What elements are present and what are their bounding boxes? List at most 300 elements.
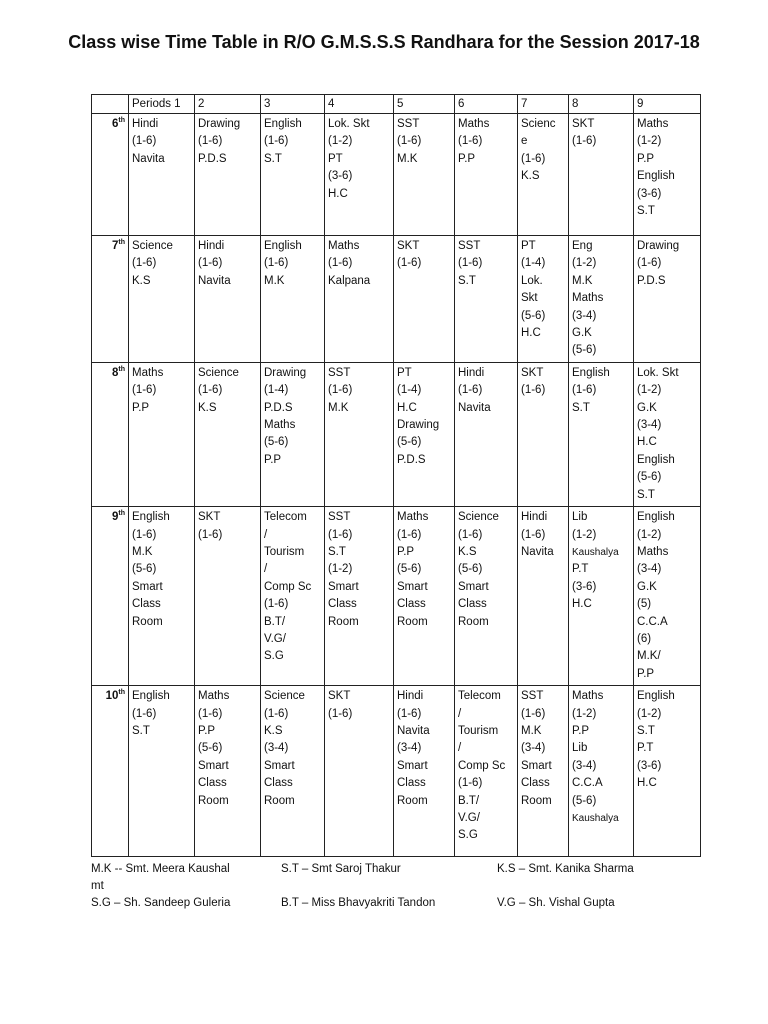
cell-line: Lok. Skt xyxy=(328,118,370,130)
cell-line: (1-6) xyxy=(521,707,546,720)
cell-line: (1-6) xyxy=(264,707,289,720)
cell-line: (1-6) xyxy=(458,384,483,397)
cell-line: Smart xyxy=(328,580,359,593)
cell-line: Tourism xyxy=(264,545,305,558)
cell-line: Science xyxy=(132,240,173,252)
class-label xyxy=(92,236,129,363)
cell-line: (3-4) xyxy=(264,742,289,755)
cell-line: Drawing xyxy=(397,419,440,432)
cell-line: English xyxy=(132,511,170,524)
cell-line: English xyxy=(637,453,675,466)
cell-line: S.T xyxy=(458,274,476,287)
cell-line: Room xyxy=(397,615,428,628)
cell-line: (1-2) xyxy=(572,257,597,270)
cell-line: S.T xyxy=(132,724,150,737)
period-cell xyxy=(569,362,634,506)
cell-line: (1-6) xyxy=(132,707,157,720)
class-number: 10 xyxy=(105,690,119,703)
cell-line: (1-6) xyxy=(198,257,223,270)
cell-line: (1-6) xyxy=(328,528,353,541)
cell-line: Navita xyxy=(198,274,231,287)
cell-line: (1-6) xyxy=(572,135,597,148)
cell-line: (1-2) xyxy=(328,563,353,576)
cell-line: PT xyxy=(397,366,412,379)
cell-line: SST xyxy=(328,366,351,379)
table-row xyxy=(92,507,701,686)
period-cell xyxy=(518,236,569,363)
page-title: Class wise Time Table in R/O G.M.S.S.S Randhara for the Session 2017-18 xyxy=(68,32,700,52)
period-header-5: 5 xyxy=(394,95,455,114)
cell-line: (1-6) xyxy=(264,135,289,148)
cell-line: H.C xyxy=(521,327,541,340)
period-cell xyxy=(394,114,455,236)
cell-line: SKT xyxy=(521,366,544,379)
class-label xyxy=(92,686,129,857)
cell-line: M.K xyxy=(328,401,349,414)
period-cell xyxy=(518,114,569,236)
period-cell xyxy=(394,362,455,506)
cell-line: Lib xyxy=(572,742,588,755)
cell-line: G.K xyxy=(637,401,657,414)
period-cell xyxy=(129,507,195,686)
cell-line: Room xyxy=(397,794,428,807)
cell-line: (5-6) xyxy=(637,471,662,484)
cell-line: (3-4) xyxy=(637,419,662,432)
cell-line: Class xyxy=(397,777,426,790)
cell-line: (1-6) xyxy=(397,257,422,270)
cell-line: P.D.S xyxy=(198,152,227,165)
cell-line: Smart xyxy=(521,759,552,772)
cell-line: Class xyxy=(132,598,161,611)
cell-line: Class xyxy=(264,777,293,790)
cell-line: Maths xyxy=(132,366,164,379)
cell-line: English xyxy=(637,511,675,524)
cell-line: Skt xyxy=(521,292,538,305)
cell-line: Scienc xyxy=(521,118,556,130)
period-header-1: Periods 1 xyxy=(129,95,195,114)
cell-line: M.K xyxy=(397,152,418,165)
cell-line: P.D.S xyxy=(397,453,426,466)
cell-line: Drawing xyxy=(637,240,680,252)
cell-line: H.C xyxy=(637,777,657,790)
period-cell xyxy=(195,236,261,363)
cell-line: Lok. Skt xyxy=(637,366,679,379)
cell-line: S.T xyxy=(572,401,590,414)
cell-line: S.G xyxy=(264,650,284,663)
class-number: 8 xyxy=(111,366,119,379)
cell-line: SKT xyxy=(328,690,351,703)
cell-line: (5-6) xyxy=(132,563,157,576)
cell-line: S.T xyxy=(264,152,282,165)
cell-line: Room xyxy=(458,615,489,628)
cell-line: SKT xyxy=(397,240,420,252)
class-suffix: th xyxy=(118,510,125,518)
cell-line: Maths xyxy=(328,240,360,252)
legend-ks: K.S – Smt. Kanika Sharma xyxy=(497,863,634,875)
period-cell xyxy=(261,362,325,506)
period-header-2: 2 xyxy=(195,95,261,114)
class-number: 7 xyxy=(111,240,119,252)
legend-bt: B.T – Miss Bhavyakriti Tandon xyxy=(281,897,436,909)
cell-line: K.S xyxy=(458,545,477,558)
cell-line: Room xyxy=(198,794,229,807)
period-cell xyxy=(325,686,394,857)
cell-line: K.S xyxy=(132,274,151,287)
cell-line: K.S xyxy=(198,401,217,414)
cell-line: English xyxy=(264,118,302,130)
cell-line: (1-6) xyxy=(572,384,597,397)
cell-line: (1-6) xyxy=(521,384,546,397)
cell-line: (1-6) xyxy=(264,257,289,270)
cell-line: Maths xyxy=(198,690,230,703)
cell-line: (1-6) xyxy=(458,777,483,790)
period-cell xyxy=(569,686,634,857)
cell-line: Hindi xyxy=(397,690,424,703)
cell-line: S.T xyxy=(328,545,346,558)
period-cell xyxy=(261,236,325,363)
cell-line: B.T/ xyxy=(264,615,286,628)
period-cell xyxy=(569,114,634,236)
cell-line: Telecom xyxy=(264,511,307,524)
cell-line: (1-4) xyxy=(521,257,546,270)
cell-line: Lok. xyxy=(521,274,543,287)
cell-line: (5-6) xyxy=(572,344,597,357)
cell-line: Maths xyxy=(572,292,604,305)
cell-line: Room xyxy=(132,615,163,628)
table-row xyxy=(92,686,701,857)
class-number: 9 xyxy=(111,511,119,524)
period-header-3: 3 xyxy=(261,95,325,114)
cell-line: (5-6) xyxy=(521,309,546,322)
cell-line: (3-6) xyxy=(328,170,353,183)
cell-line: M.K xyxy=(521,724,542,737)
legend-sg: S.G – Sh. Sandeep Guleria xyxy=(91,897,231,909)
table-row xyxy=(92,236,701,363)
cell-line: (1-6) xyxy=(132,135,157,148)
period-header-7: 7 xyxy=(518,95,569,114)
cell-line: (1-6) xyxy=(458,135,483,148)
period-cell xyxy=(325,114,394,236)
cell-line: (5) xyxy=(637,598,652,611)
cell-line: Eng xyxy=(572,240,593,252)
cell-line: (1-6) xyxy=(264,598,289,611)
class-suffix: th xyxy=(118,117,125,125)
cell-line: (3-6) xyxy=(572,580,597,593)
cell-line: Smart xyxy=(458,580,489,593)
cell-line: H.C xyxy=(637,436,657,449)
cell-line: PT xyxy=(328,152,343,165)
period-cell xyxy=(394,507,455,686)
cell-line: S.T xyxy=(637,488,655,501)
period-cell xyxy=(634,686,701,857)
cell-line: (1-6) xyxy=(521,528,546,541)
cell-line: Maths xyxy=(572,690,604,703)
cell-line: SST xyxy=(458,240,481,252)
cell-line: (1-6) xyxy=(198,528,223,541)
cell-line: SKT xyxy=(198,511,221,524)
class-number: 6 xyxy=(111,118,119,130)
cell-line: Kaushalya xyxy=(572,813,619,824)
cell-line: M.K xyxy=(132,545,153,558)
cell-line: Hindi xyxy=(521,511,548,524)
cell-line: (1-6) xyxy=(458,257,483,270)
cell-line: C.C.A xyxy=(637,615,668,628)
cell-line: English xyxy=(572,366,610,379)
class-suffix: th xyxy=(118,366,125,374)
cell-line: V.G/ xyxy=(458,812,480,824)
cell-line: SST xyxy=(397,118,420,130)
cell-line: P.P xyxy=(572,724,590,737)
period-cell xyxy=(129,236,195,363)
cell-line: (3-6) xyxy=(637,187,662,200)
period-header-9: 9 xyxy=(634,95,701,114)
period-cell xyxy=(261,507,325,686)
cell-line: M.K/ xyxy=(637,650,661,663)
cell-line: S.T xyxy=(637,205,655,218)
period-cell xyxy=(325,236,394,363)
cell-line: Smart xyxy=(264,759,295,772)
header-row xyxy=(92,95,701,114)
period-header-6: 6 xyxy=(455,95,518,114)
period-cell xyxy=(634,362,701,506)
cell-line: SST xyxy=(521,690,544,703)
class-label xyxy=(92,114,129,236)
period-cell xyxy=(261,114,325,236)
period-cell xyxy=(518,362,569,506)
cell-line: Kaushalya xyxy=(572,546,619,558)
cell-line: K.S xyxy=(521,170,540,183)
class-suffix: th xyxy=(118,689,125,697)
period-cell xyxy=(195,686,261,857)
cell-line: (1-6) xyxy=(637,257,662,270)
cell-line: Maths xyxy=(637,545,669,558)
cell-line: Class xyxy=(458,598,487,611)
period-cell xyxy=(129,362,195,506)
period-cell xyxy=(634,114,701,236)
period-cell xyxy=(455,686,518,857)
cell-line: (1-6) xyxy=(198,707,223,720)
cell-line: (1-6) xyxy=(397,707,422,720)
cell-line: (5-6) xyxy=(264,436,289,449)
cell-line: (1-2) xyxy=(637,135,662,148)
cell-line: (1-2) xyxy=(637,384,662,397)
timetable xyxy=(91,94,701,857)
cell-line: / xyxy=(458,742,462,755)
cell-line: (1-6) xyxy=(397,135,422,148)
cell-line: (3-4) xyxy=(521,742,546,755)
cell-line: Lib xyxy=(572,511,588,524)
period-cell xyxy=(129,686,195,857)
period-cell xyxy=(634,236,701,363)
legend-st: S.T – Smt Saroj Thakur xyxy=(281,863,401,875)
class-label xyxy=(92,362,129,506)
table-row xyxy=(92,114,701,236)
period-cell xyxy=(455,114,518,236)
cell-line: / xyxy=(264,563,268,576)
cell-line: Drawing xyxy=(198,118,241,130)
cell-line: Smart xyxy=(397,580,428,593)
cell-line: e xyxy=(521,135,528,148)
period-cell xyxy=(518,686,569,857)
cell-line: (5-6) xyxy=(458,563,483,576)
cell-line: Science xyxy=(458,511,499,524)
cell-line: Hindi xyxy=(458,366,485,379)
cell-line: Maths xyxy=(458,118,490,130)
cell-line: P.T xyxy=(572,563,589,576)
cell-line: (5-6) xyxy=(572,794,597,807)
cell-line: (1-6) xyxy=(328,257,353,270)
cell-line: (3-4) xyxy=(572,759,597,772)
cell-line: English xyxy=(264,240,302,252)
period-header-4: 4 xyxy=(325,95,394,114)
cell-line: (6) xyxy=(637,632,652,645)
cell-line: Science xyxy=(264,690,305,703)
cell-line: SKT xyxy=(572,118,595,130)
cell-line: (1-2) xyxy=(637,528,662,541)
cell-line: (1-6) xyxy=(458,528,483,541)
cell-line: Maths xyxy=(397,511,429,524)
cell-line: (1-6) xyxy=(132,257,157,270)
cell-line: S.T xyxy=(637,724,655,737)
cell-line: Maths xyxy=(637,118,669,130)
cell-line: M.K xyxy=(572,274,593,287)
period-cell xyxy=(129,114,195,236)
cell-line: (1-6) xyxy=(132,384,157,397)
legend-mk: M.K -- Smt. Meera Kaushal xyxy=(91,863,230,875)
cell-line: Navita xyxy=(458,401,491,414)
cell-line: Smart xyxy=(132,580,163,593)
period-cell xyxy=(195,362,261,506)
cell-line: Room xyxy=(328,615,359,628)
period-cell xyxy=(195,114,261,236)
period-cell xyxy=(455,362,518,506)
cell-line: G.K xyxy=(572,327,592,340)
cell-line: Hindi xyxy=(132,118,159,130)
cell-line: (1-6) xyxy=(521,152,546,165)
cell-line: (1-6) xyxy=(397,528,422,541)
cell-line: G.K xyxy=(637,580,657,593)
cell-line: Smart xyxy=(397,759,428,772)
cell-line: Hindi xyxy=(198,240,225,252)
cell-line: (1-6) xyxy=(132,528,157,541)
header-corner xyxy=(92,95,129,114)
cell-line: Navita xyxy=(521,545,554,558)
cell-line: P.D.S xyxy=(637,274,666,287)
cell-line: S.G xyxy=(458,829,478,842)
cell-line: / xyxy=(264,528,268,541)
cell-line: M.K xyxy=(264,274,285,287)
cell-line: (1-6) xyxy=(328,384,353,397)
class-suffix: th xyxy=(118,239,125,247)
cell-line: P.T xyxy=(637,742,654,755)
cell-line: (1-2) xyxy=(572,528,597,541)
cell-line: C.C.A xyxy=(572,777,603,790)
cell-line: / xyxy=(458,707,462,720)
cell-line: Navita xyxy=(397,724,430,737)
legend-mk-wrap: mt xyxy=(91,880,104,892)
cell-line: Kalpana xyxy=(328,274,371,287)
cell-line: P.P xyxy=(637,152,655,165)
cell-line: P.P xyxy=(198,724,216,737)
cell-line: English xyxy=(637,690,675,703)
cell-line: (1-4) xyxy=(264,384,289,397)
cell-line: Comp Sc xyxy=(458,759,506,772)
cell-line: Science xyxy=(198,366,239,379)
cell-line: (3-4) xyxy=(637,563,662,576)
cell-line: (1-6) xyxy=(328,707,353,720)
period-cell xyxy=(195,507,261,686)
cell-line: English xyxy=(637,170,675,183)
cell-line: H.C xyxy=(328,187,348,200)
cell-line: Smart xyxy=(198,759,229,772)
cell-line: (1-2) xyxy=(328,135,353,148)
legend-vg: V.G – Sh. Vishal Gupta xyxy=(497,897,615,909)
period-cell xyxy=(325,362,394,506)
period-cell xyxy=(261,686,325,857)
cell-line: Navita xyxy=(132,152,165,165)
period-cell xyxy=(569,507,634,686)
cell-line: B.T/ xyxy=(458,794,480,807)
cell-line: Class xyxy=(328,598,357,611)
period-cell xyxy=(634,507,701,686)
cell-line: (1-2) xyxy=(572,707,597,720)
cell-line: V.G/ xyxy=(264,632,286,645)
cell-line: (5-6) xyxy=(397,436,422,449)
cell-line: Telecom xyxy=(458,690,501,703)
period-cell xyxy=(394,236,455,363)
cell-line: P.P xyxy=(458,152,476,165)
cell-line: P.D.S xyxy=(264,401,293,414)
period-cell xyxy=(455,507,518,686)
cell-line: Tourism xyxy=(458,724,499,737)
cell-line: Room xyxy=(264,794,295,807)
cell-line: Drawing xyxy=(264,366,307,379)
cell-line: (1-6) xyxy=(198,135,223,148)
cell-line: SST xyxy=(328,511,351,524)
cell-line: H.C xyxy=(572,598,592,611)
cell-line: (5-6) xyxy=(198,742,223,755)
cell-line: K.S xyxy=(264,724,283,737)
cell-line: P.P xyxy=(132,401,150,414)
cell-line: Class xyxy=(521,777,550,790)
cell-line: (3-4) xyxy=(572,309,597,322)
cell-line: Maths xyxy=(264,419,296,432)
cell-line: (3-4) xyxy=(397,742,422,755)
period-cell xyxy=(394,686,455,857)
class-label xyxy=(92,507,129,686)
period-cell xyxy=(569,236,634,363)
period-cell xyxy=(455,236,518,363)
cell-line: P.P xyxy=(397,545,415,558)
cell-line: Class xyxy=(198,777,227,790)
cell-line: (5-6) xyxy=(397,563,422,576)
period-cell xyxy=(518,507,569,686)
cell-line: P.P xyxy=(264,453,282,466)
cell-line: Comp Sc xyxy=(264,580,312,593)
cell-line: (1-6) xyxy=(198,384,223,397)
cell-line: Class xyxy=(397,598,426,611)
cell-line: PT xyxy=(521,240,536,252)
cell-line: English xyxy=(132,690,170,703)
cell-line: (1-2) xyxy=(637,707,662,720)
cell-line: P.P xyxy=(637,667,655,680)
cell-line: (3-6) xyxy=(637,759,662,772)
cell-line: H.C xyxy=(397,401,417,414)
period-cell xyxy=(325,507,394,686)
table-row xyxy=(92,362,701,506)
cell-line: (1-4) xyxy=(397,384,422,397)
cell-line: Room xyxy=(521,794,552,807)
